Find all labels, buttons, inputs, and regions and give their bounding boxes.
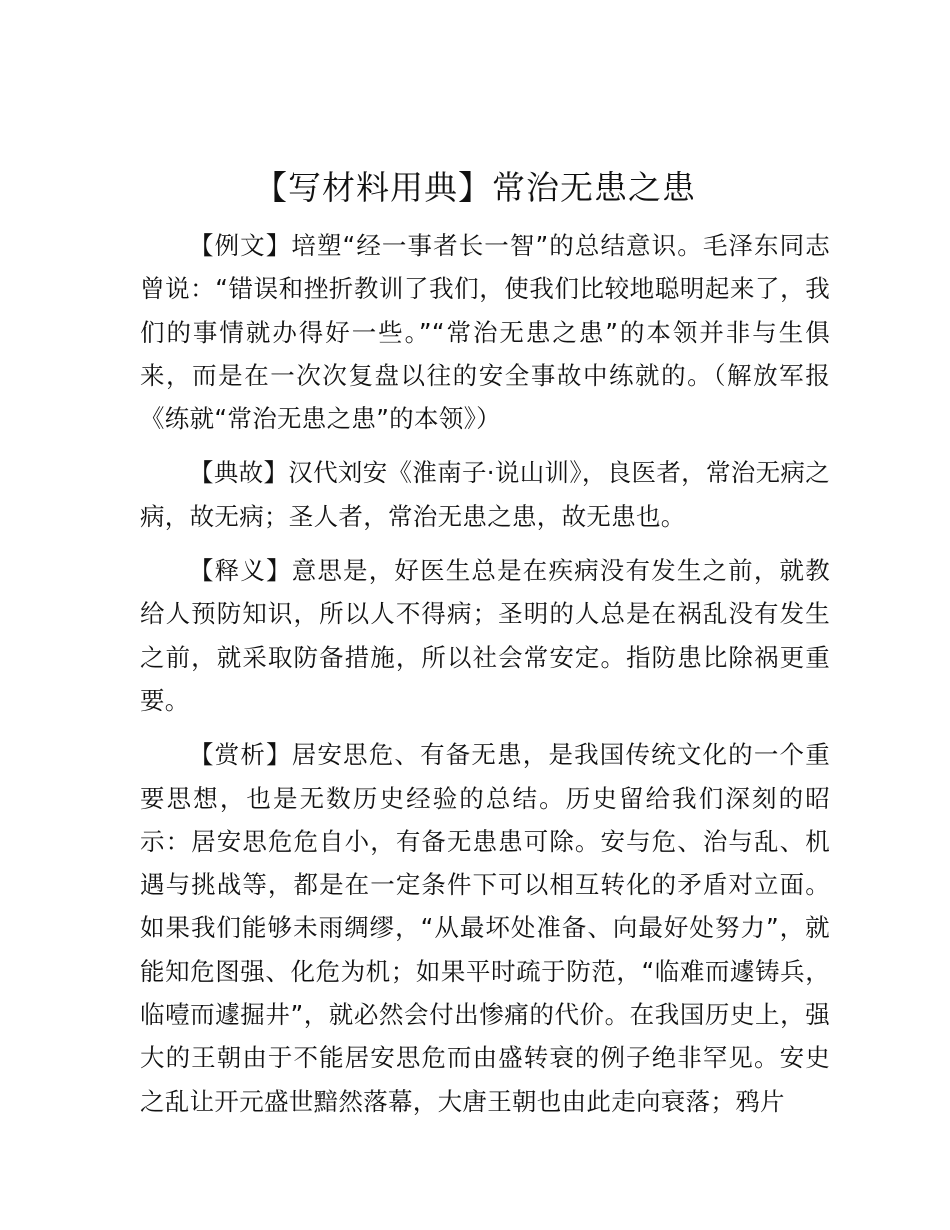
paragraph-text: 培塑“经一事者长一智”的总结意识。毛泽东同志曾说：“错误和挫折教训了我们，使我们比较地聪明起来了，我们的事情就办得好一些。”“常治无患之患”的本领并非与生俱来，而是在一次次复盘以往的安全事故中练就的。（解放军报《练就“常治无患之患”的本领》） <box>140 231 831 434</box>
paragraph-meaning <box>140 549 830 722</box>
paragraph-allusion <box>140 451 830 538</box>
paragraph-text: 汉代刘安《淮南子·说山训》，良医者，常治无病之病，故无病；圣人者，常治无患之患，故无患也。 <box>140 458 831 531</box>
paragraph-label: 【例文】 <box>189 231 292 260</box>
paragraph-example <box>140 224 830 440</box>
paragraph-appreciation <box>140 733 830 1123</box>
document-body <box>140 224 830 1134</box>
paragraph-label: 【典故】 <box>189 458 289 488</box>
paragraph-label: 【赏析】 <box>189 740 292 770</box>
paragraph-text: 意思是，好医生总是在疾病没有发生之前，就教给人预防知识，所以人不得病；圣明的人总是在祸乱没有发生之前，就采取防备措施，所以社会常安定。指防患比除祸更重要。 <box>140 556 830 715</box>
paragraph-label: 【释义】 <box>189 556 292 586</box>
document-title: 【写材料用典】常治无患之患 <box>254 168 696 207</box>
paragraph-text: 居安思危、有备无患，是我国传统文化的一个重要思想，也是无数历史经验的总结。历史留给我们深刻的昭示：居安思危危自小，有备无患患可除。安与危、治与乱、机遇与挑战等，都是在一定条件下可以相互转化的矛盾对立面。如果我们能够未雨绸缪，“从最坏处准备、向最好处努力”，就能知危图强、化危为机；如果平时疏于防范，“临难而遽铸兵，临噎而遽掘井”，就必然会付出惨痛的代价。在我国历史上，强大的王朝由于不能居安思危而由盛转衰的例子绝非罕见。安史之乱让开元盛世黯然落幕，大唐王朝也由此走向衰落；鸦片 <box>140 740 830 1116</box>
